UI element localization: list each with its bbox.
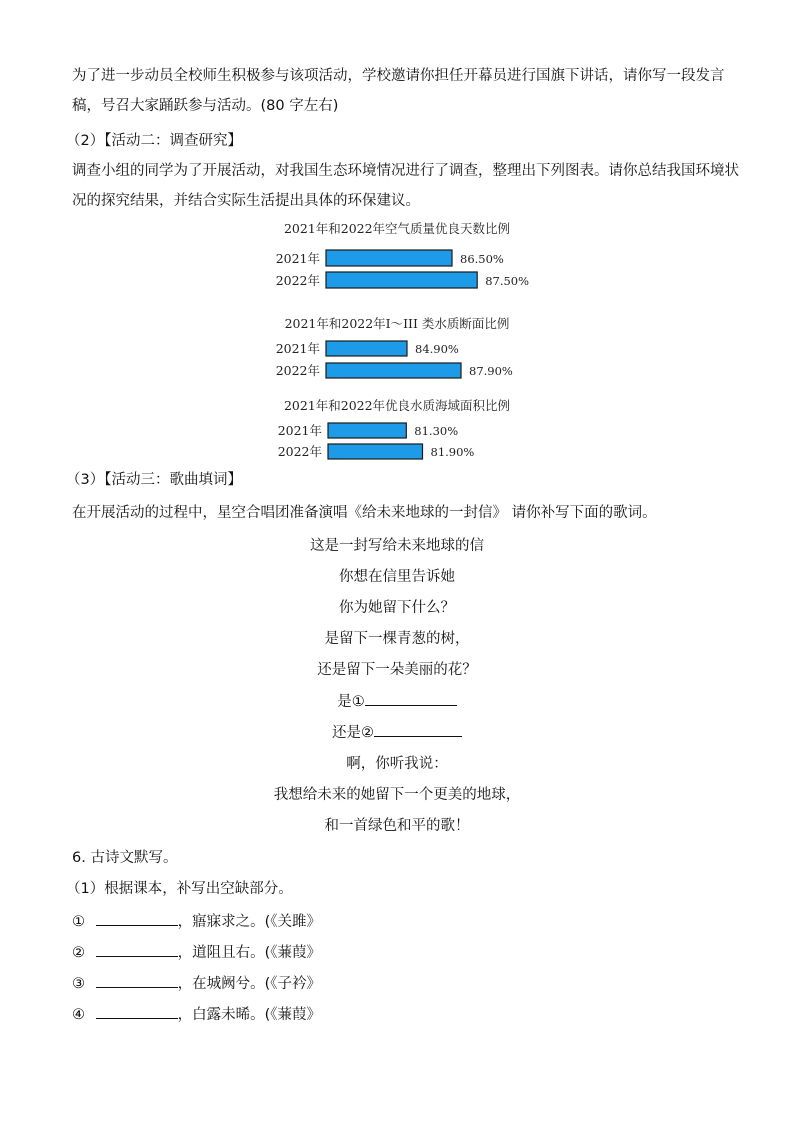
poem-fill-item — [72, 942, 321, 963]
poem-blank-2[interactable] — [96, 942, 178, 957]
question6-sub1: （1）根据课本，补写出空缺部分。 — [66, 881, 293, 897]
intro-line-2: 稿，号召大家踊跃参与活动。(80 字左右) — [72, 98, 339, 114]
poem-blank-1[interactable] — [96, 911, 178, 926]
item-text: ，白露未晞。(《蒹葭》 — [177, 1007, 322, 1023]
lyric-blank-prefix: 是① — [337, 694, 365, 710]
chart-title: 2021年和2022年I～III 类水质断面比例 — [284, 316, 510, 331]
chart-category-label: 2022年 — [275, 273, 320, 288]
chart-bar — [326, 250, 452, 266]
lyric-line: 和一首绿色和平的歌！ — [324, 818, 470, 834]
chart-category-label: 2022年 — [277, 444, 322, 459]
item-text: ，寤寐求之。(《关雎》 — [177, 914, 322, 930]
chart-bar — [328, 423, 406, 438]
poem-fill-item — [72, 973, 321, 994]
chart-category-label: 2021年 — [275, 251, 320, 266]
poem-fill-item — [72, 1004, 321, 1025]
activity3-desc: 在开展活动的过程中，星空合唱团准备演唱《给未来地球的一封信》 请你补写下面的歌词。 — [72, 505, 657, 521]
chart-value-label: 87.50% — [485, 274, 530, 288]
lyric-blank-1[interactable] — [365, 691, 457, 706]
poem-fill-item — [72, 911, 321, 932]
item-number: ④ — [72, 1007, 85, 1023]
question6-title: 6. 古诗文默写。 — [72, 850, 178, 866]
item-number: ① — [72, 914, 85, 930]
activity2-desc-1: 调查小组的同学为了开展活动，对我国生态环境情况进行了调查，整理出下列图表。请你总结我国环境状 — [72, 163, 739, 179]
item-text: ，在城阙兮。(《子衿》 — [177, 976, 322, 992]
chart-bar — [328, 444, 423, 459]
lyric-blank-line — [0, 722, 794, 743]
item-text: ，道阻且右。(《蒹葭》 — [177, 945, 322, 961]
poem-blank-4[interactable] — [96, 1004, 178, 1019]
lyric-blank-2[interactable] — [374, 722, 462, 737]
activity3-heading: （3）【活动三：歌曲填词】 — [66, 472, 242, 488]
lyric-line: 你想在信里告诉她 — [339, 569, 455, 585]
chart-category-label: 2021年 — [277, 423, 322, 438]
chart-value-label: 86.50% — [460, 252, 504, 266]
chart-bar — [326, 363, 461, 378]
activity2-heading: （2）【活动二：调查研究】 — [66, 133, 242, 149]
chart-bar — [326, 341, 407, 356]
lyric-blank-prefix: 还是② — [332, 725, 374, 741]
chart-category-label: 2022年 — [275, 363, 320, 378]
lyric-line: 是留下一棵青葱的树， — [324, 631, 470, 647]
item-number: ③ — [72, 976, 85, 992]
chart-value-label: 84.90% — [415, 342, 459, 356]
lyric-line: 我想给未来的她留下一个更美的地球， — [273, 787, 521, 803]
chart-value-label: 81.30% — [414, 424, 459, 438]
lyric-line: 这是一封写给未来地球的信 — [310, 538, 484, 554]
poem-blank-3[interactable] — [96, 973, 178, 988]
lyric-line: 你为她留下什么？ — [339, 600, 455, 616]
chart-title: 2021年和2022年优良水质海域面积比例 — [283, 398, 511, 413]
chart-value-label: 87.90% — [469, 364, 513, 378]
intro-line-1: 为了进一步动员全校师生积极参与该项活动，学校邀请你担任开幕员进行国旗下讲话，请你写一段发言 — [72, 68, 725, 84]
lyric-line: 啊，你听我说： — [346, 756, 448, 772]
activity2-desc-2: 况的探究结果，并结合实际生活提出具体的环保建议。 — [72, 193, 420, 209]
chart-bar — [326, 272, 477, 288]
item-number: ② — [72, 945, 85, 961]
lyric-line: 还是留下一朵美丽的花？ — [317, 662, 477, 678]
lyric-blank-line — [0, 691, 794, 712]
chart-title: 2021年和2022年空气质量优良天数比例 — [283, 221, 511, 236]
chart-value-label: 81.90% — [430, 445, 475, 459]
chart-category-label: 2021年 — [275, 341, 320, 356]
